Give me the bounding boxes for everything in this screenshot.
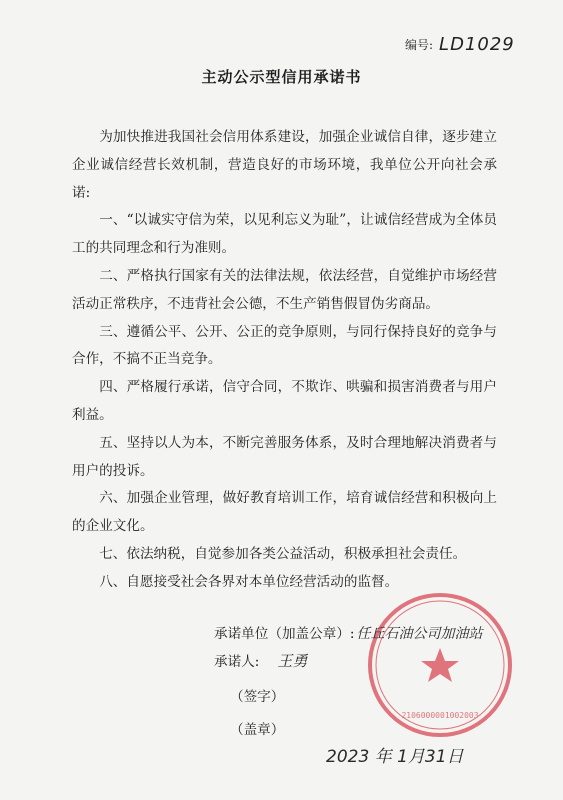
paragraph-2: 二、严格执行国家有关的法律法规，依法经营，自觉维护市场经营活动正常秩序，不违背社会公德，不生产销售假冒伪劣商品。 (72, 267, 497, 312)
document-body (72, 124, 497, 597)
official-seal (365, 590, 515, 740)
signatory-unit-value: 任丘石油公司加油站 (356, 626, 483, 642)
seal-number: 2106000001002003 (401, 711, 479, 720)
sign-note: （签字） (230, 689, 285, 705)
signatory-signature: 王勇 (277, 652, 308, 670)
paragraph-3: 三、遵循公平、公开、公正的竞争原则，与同行保持良好的竞争与合作，不搞不正当竞争。 (72, 323, 497, 368)
paragraph-6: 六、加强企业管理，做好教育培训工作，培育诚信经营和积极向上的企业文化。 (72, 490, 497, 535)
signatory-person-label: 承诺人: (214, 654, 260, 670)
signatory-person (214, 650, 307, 671)
paragraph-1: 一、“以诚实守信为荣，以见利忘义为耻”，让诚信经营成为全体员工的共同理念和行为准则。 (72, 212, 497, 257)
paragraph-5: 五、坚持以人为本，不断完善服务体系，及时合理地解决消费者与用户的投诉。 (72, 434, 497, 479)
signing-date: 2023 年 1月31日 (326, 747, 464, 767)
serial-value: LD1029 (439, 34, 515, 55)
serial-number (405, 34, 515, 55)
signatory-unit (214, 622, 483, 643)
paragraph-8: 八、自愿接受社会各界对本单位经营活动的监督。 (99, 573, 399, 590)
document-title: 主动公示型信用承诺书 (201, 68, 362, 86)
paragraph-4: 四、严格履行承诺，信守合同，不欺诈、哄骗和损害消费者与用户利益。 (72, 379, 497, 423)
paragraph-7: 七、依法纳税，自觉参加各类公益活动，积极承担社会责任。 (99, 545, 467, 562)
paragraph-intro: 为加快推进我国社会信用体系建设，加强企业诚信自律，逐步建立企业诚信经营长效机制，营造良好的市场环境，我单位公开向社会承诺: (72, 129, 497, 201)
seal-star-icon (421, 648, 459, 682)
stamp-note: （盖章） (230, 722, 285, 738)
serial-label: 编号: (405, 38, 434, 52)
signatory-unit-label: 承诺单位（加盖公章）: (214, 626, 355, 642)
